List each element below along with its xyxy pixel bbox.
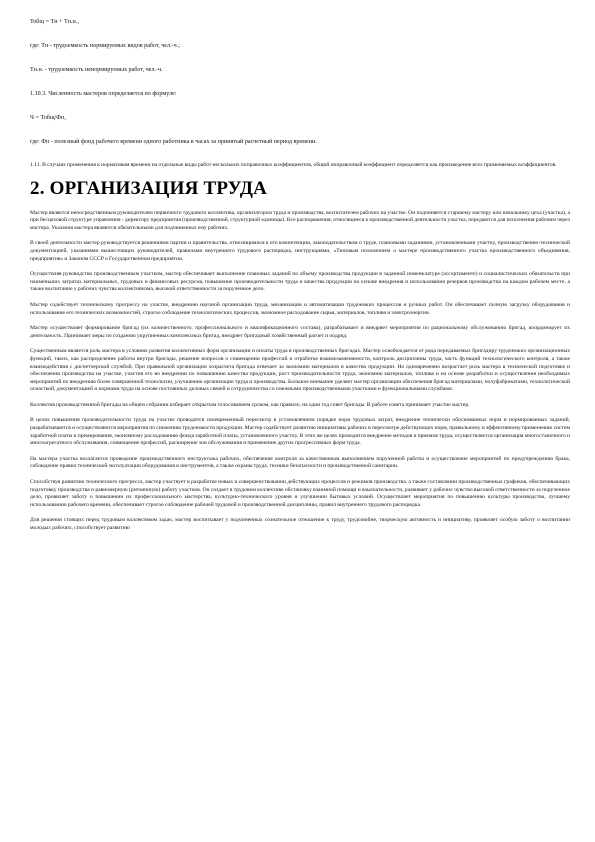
- section-heading: 2. ОРГАНИЗАЦИЯ ТРУДА: [30, 177, 268, 199]
- paragraph: Мастер осуществляет формирование бригад (их количественного, профессионального и квалификационного состава), разрабатывает и внедряет мероприятия по рациональному обслуживанию бригад, координирует их деятельность. Принимает меры по созданию укрупненных комплексных бригад, внедряет бригадный хозяйственный расчет и подряд.: [30, 325, 570, 339]
- paragraph: Мастер является непосредственным руководителем первичного трудового коллектива, организатором труда и производства, воспитателем рабочих на участке. Он подчиняется старшему мастеру или начальнику цеха (участка), а при бесцеховой структуре управления - директору предприятия (производственной, структурной единицы). Все распоряжения, относящиеся к производственной деятельности участка, передаются для исполнения рабочим через мастера. Указания мастера являются обязательными для подчиненных ему рабочих.: [30, 209, 570, 231]
- paragraph: Осуществляя руководство производственным участком, мастер обеспечивает выполнение плановых заданий по объему производства продукции в заданной номенклатуре (ассортименте) и социалистических обязательств при наименьших затратах материальных, трудовых и финансовых ресурсов, повышение производительности труда и качества продукции на основе внедрения и использования резервов производства на каждом рабочем месте, а также воспитание у рабочих чувства коллективизма, высокой ответственности за порученное дело.: [30, 271, 570, 293]
- paragraph: В своей деятельности мастер руководствуется решениями партии и правительства, относящимися к его компетенции, законодательством о труде, плановыми заданиями, установленными участку, производственно-технической документацией, указаниями вышестоящих руководителей, правилами внутреннего трудового распорядка, инструкциями, «Типовым положением о мастере производственного участка производственного объединения, предприятия» и Законом СССР о Государственном предприятии.: [30, 240, 570, 262]
- clause-1-11: 1.11. В случаях применения к нормативам времени на отдельные виды работ нескольких поправочных коэффициентов, общий поправочный коэффициент определяется как произведение всех применяемых коэффициентов.: [30, 162, 557, 168]
- formula-headcount: Ч = Тобщ/Фп,: [30, 115, 66, 121]
- paragraph: Мастер содействует техническому прогрессу на участке, внедрению научной организации труда, механизации и автоматизации трудоемких процессов и ручных работ. Он обеспечивает полную загрузку оборудования и использование его технических возможностей, строгое соблюдение технологических процессов, экономное расходование сырья, материалов, топлива и электроэнергии.: [30, 301, 570, 316]
- formula-legend-work-fund: где: Фп - полезный фонд рабочего времени одного работника в часах за принятый расчетный период времени.: [30, 139, 317, 145]
- clause-1-10-3: 1.10.3. Численность мастеров определяется по формуле:: [30, 91, 177, 97]
- formula-legend-normed: где: Тн - трудоемкость нормируемых видов работ, чел.-ч.;: [30, 43, 180, 49]
- paragraph: Для решения стоящих перед трудовым коллективом задач, мастер воспитывает у подчиненных сознательное отношение к труду, трудолюбие, творческую активность и инициативу, проявляет особую заботу о воспитании молодых рабочих, способствует развитию: [30, 517, 570, 531]
- formula-total-laboriousness: Тобщ = Тн + Тн.н.,: [30, 19, 79, 25]
- page-content: [30, 18, 570, 541]
- paragraph: На мастера участка возлагается проведение производственного инструктажа рабочих, обеспечение контроля за качественным выполнением порученной работы и осуществление мероприятий по предупреждению брака, соблюдение правил технической эксплуатации оборудования и инструментов, а также охраны труда, техники безопасности и производственной санитарии.: [30, 455, 570, 470]
- paragraph: Коллектив производственной бригады на общем собрании избирает открытым голосованием сроком, как правило, на один год совет бригады. В работе совета принимает участие мастер.: [30, 401, 470, 408]
- paragraph: В целях повышения производительности труда на участке проводится своевременный пересмотр в установленном порядке норм трудовых затрат, внедрение технически обоснованных норм и нормированных заданий, разрабатываются и осуществляются мероприятия по снижению трудоемкости продукции. Мастер содействует развитию инициативы рабочих в пересмотре действующих норм, правильному и эффективному применению систем заработной платы и премирования, экономному расходованию фонда заработной платы, установленного участку. В этих же целях проводится внедрение методов и приемов труда, осуществляется организация многостаночного и многоагрегатного обслуживания, совмещение профессий, расширение зон обслуживания и применение других прогрессивных форм труда.: [30, 417, 570, 447]
- paragraph: Способствуя развитию технического прогресса, мастер участвует в разработке новых и совершенствовании действующих процессов и режимов производства, а также составлении производственных графиков, обеспечивающих подготовку производства и равномерную (ритмичную) работу участков. Он создает в трудовом коллективе обстановку взаимной помощи и взыскательности, развивает у рабочих чувство высокой ответственности за порученное дело, проявляет заботу о повышении их профессионального мастерства, культурно-технического уровня и улучшении бытовых условий. Осуществляет мероприятия по повышению культуры производства, лучшему использованию рабочего времени, обеспечивает строгое соблюдение рабочей трудовой и производственной дисциплины, правил внутреннего трудового распорядка.: [30, 479, 570, 508]
- formula-legend-unnormed: Тн.н. - трудоемкость ненормируемых работ, чел.-ч.: [30, 67, 163, 73]
- paragraph: Существенным является роль мастера в условиях развития коллективных форм организации и оплаты труда в производственных бригадах. Мастер освобождается от ряда передаваемых бригадиру трудоемких организационных функций, таких, как распределение работы внутри бригады, решение вопросов о совмещении профессий и отработке взаимозаменяемости, контроль дисциплины труда, часть функций технологического контроля, а также взаимодействия с диспетчерской службой. При правильной организации хозрасчета бригада отвечает за экономию материалов и качество продукции. Но одновременно возрастает роль мастера в технической подготовке и обеспечении производства на участке, участия его во внедрении по повышению качества продукции, рост производительности труда, экономию материалов, топлива и на основе разработки и осуществления необходимых мероприятий по внедрению более совершенной технологии, улучшению организации труда и производства. Большое внимание уделяет мастер организации обеспечения бригад материалами, полуфабрикатами, технологической оснасткой, документацией и нормами труда на основе постоянных деловых связей и сотрудничества со смежными производственными участками и функциональными службами.: [30, 348, 570, 393]
